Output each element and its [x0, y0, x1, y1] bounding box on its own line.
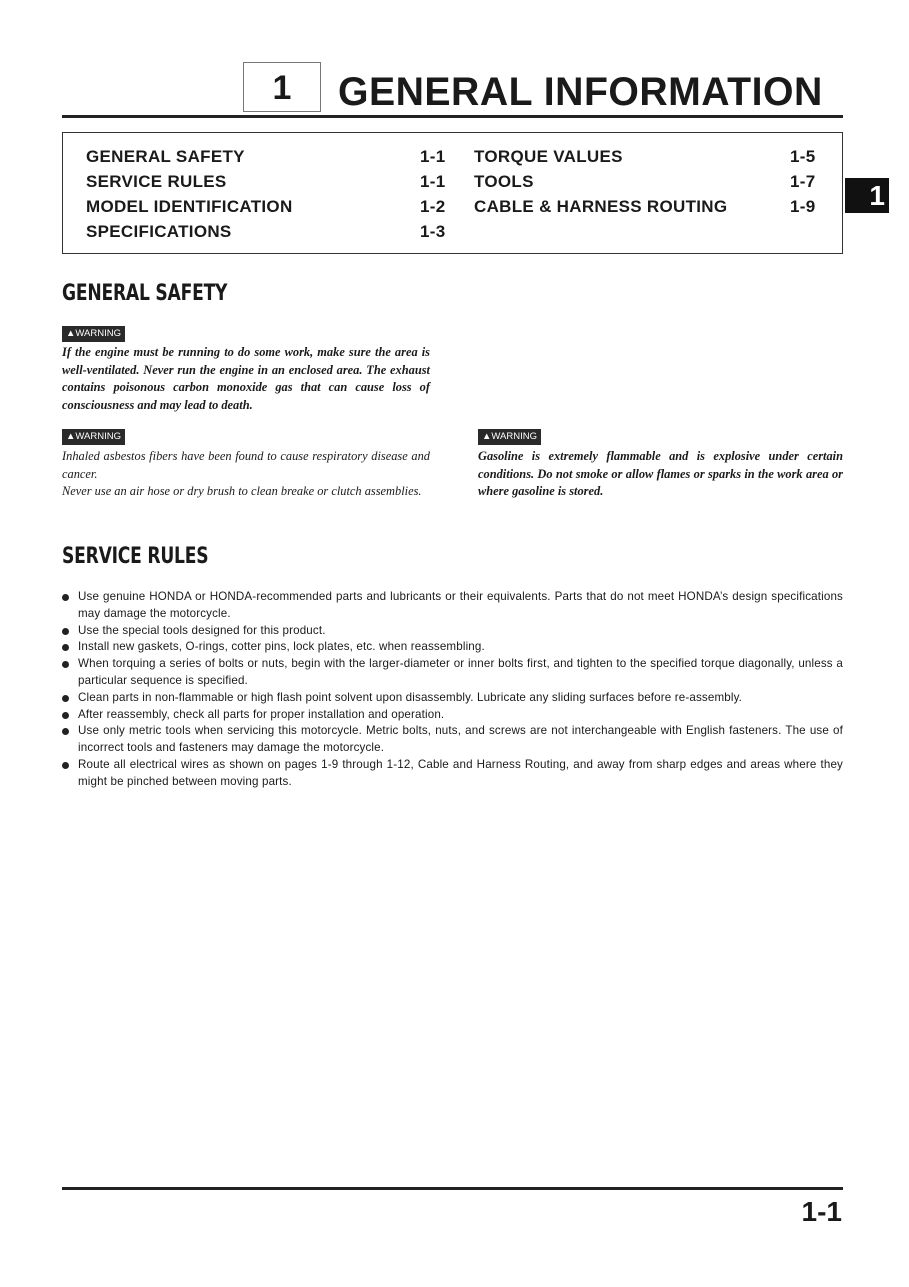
- toc-item-label: SPECIFICATIONS: [86, 222, 232, 241]
- warning-badge: ▲WARNING: [478, 429, 541, 445]
- toc-item-page: 1-9: [790, 197, 816, 216]
- toc-item-page: 1-5: [790, 147, 816, 166]
- list-item: Use only metric tools when servicing this motorcycle. Metric bolts, nuts, and screws are not interchangeable with English fasteners. The use of incorrect tools and fasteners may damage the motorcycle.: [62, 723, 843, 757]
- list-item: When torquing a series of bolts or nuts, begin with the larger-diameter or inner bolts first, and tighten to the specified torque diagonally, unless a particular sequence is specified.: [62, 656, 843, 690]
- bullet-icon: [62, 594, 69, 601]
- warning-triangle-icon: ▲: [66, 431, 76, 442]
- list-item: Use genuine HONDA or HONDA-recommended parts and lubricants or their equivalents. Parts that do not meet HONDA’s design specifications may damage the motorcycle.: [62, 589, 843, 623]
- bullet-icon: [62, 728, 69, 735]
- toc-item-page: 1-7: [790, 172, 816, 191]
- warning-badge: ▲WARNING: [62, 326, 125, 342]
- list-item: Install new gaskets, O-rings, cotter pins, lock plates, etc. when reassembling.: [62, 639, 843, 656]
- section-heading-general-safety: GENERAL SAFETY: [62, 281, 228, 306]
- bullet-icon: [62, 644, 69, 651]
- toc-item-label: TORQUE VALUES: [474, 147, 623, 166]
- page-number: 1-1: [801, 1196, 842, 1227]
- warning-text-ventilation: If the engine must be running to do some work, make sure the area is well-ventilated. Never run the engine in an enclosed area. The exhaust contains poisonous carbon monoxide gas that can cause loss of consciousness and may lead to death.: [62, 345, 430, 412]
- bullet-icon: [62, 661, 69, 668]
- title-rule: [62, 115, 843, 118]
- warning-text-gasoline: Gasoline is extremely flammable and is explosive under certain conditions. Do not smoke or allow flames or sparks in the work area or where gasoline is stored.: [478, 449, 843, 498]
- toc-item-page: 1-1: [420, 172, 446, 191]
- bullet-icon: [62, 628, 69, 635]
- toc-item-label: SERVICE RULES: [86, 172, 227, 191]
- footer-rule: [62, 1187, 843, 1190]
- section-heading-service-rules: SERVICE RULES: [62, 544, 209, 569]
- service-rules-list: [62, 589, 843, 791]
- bullet-icon: [62, 695, 69, 702]
- list-item: After reassembly, check all parts for proper installation and operation.: [62, 707, 843, 724]
- toc-item-label: GENERAL SAFETY: [86, 147, 245, 166]
- list-item: Route all electrical wires as shown on pages 1-9 through 1-12, Cable and Harness Routing, and away from sharp edges and areas where they might be pinched between moving parts.: [62, 757, 843, 791]
- bullet-icon: [62, 712, 69, 719]
- toc-item-label: TOOLS: [474, 172, 534, 191]
- toc-item-page: 1-2: [420, 197, 446, 216]
- toc-item-label: CABLE & HARNESS ROUTING: [474, 197, 728, 216]
- toc-item-label: MODEL IDENTIFICATION: [86, 197, 293, 216]
- warning-triangle-icon: ▲: [66, 328, 76, 339]
- list-item: Use the special tools designed for this product.: [62, 623, 843, 640]
- bullet-icon: [62, 762, 69, 769]
- page-title: GENERAL INFORMATION: [338, 70, 823, 114]
- warning-triangle-icon: ▲: [482, 431, 492, 442]
- chapter-side-tab: 1: [845, 178, 889, 213]
- warning-text-air-hose: Never use an air hose or dry brush to clean breake or clutch assemblies.: [62, 484, 422, 498]
- toc-item-page: 1-1: [420, 147, 446, 166]
- warning-text-asbestos: Inhaled asbestos fibers have been found to cause respiratory disease and cancer.: [62, 449, 430, 481]
- warning-badge: ▲WARNING: [62, 429, 125, 445]
- table-of-contents: [62, 132, 843, 254]
- list-item: Clean parts in non-flammable or high flash point solvent upon disassembly. Lubricate any sliding surfaces before re-assembly.: [62, 690, 843, 707]
- chapter-number-box: 1: [243, 62, 321, 112]
- toc-item-page: 1-3: [420, 222, 446, 241]
